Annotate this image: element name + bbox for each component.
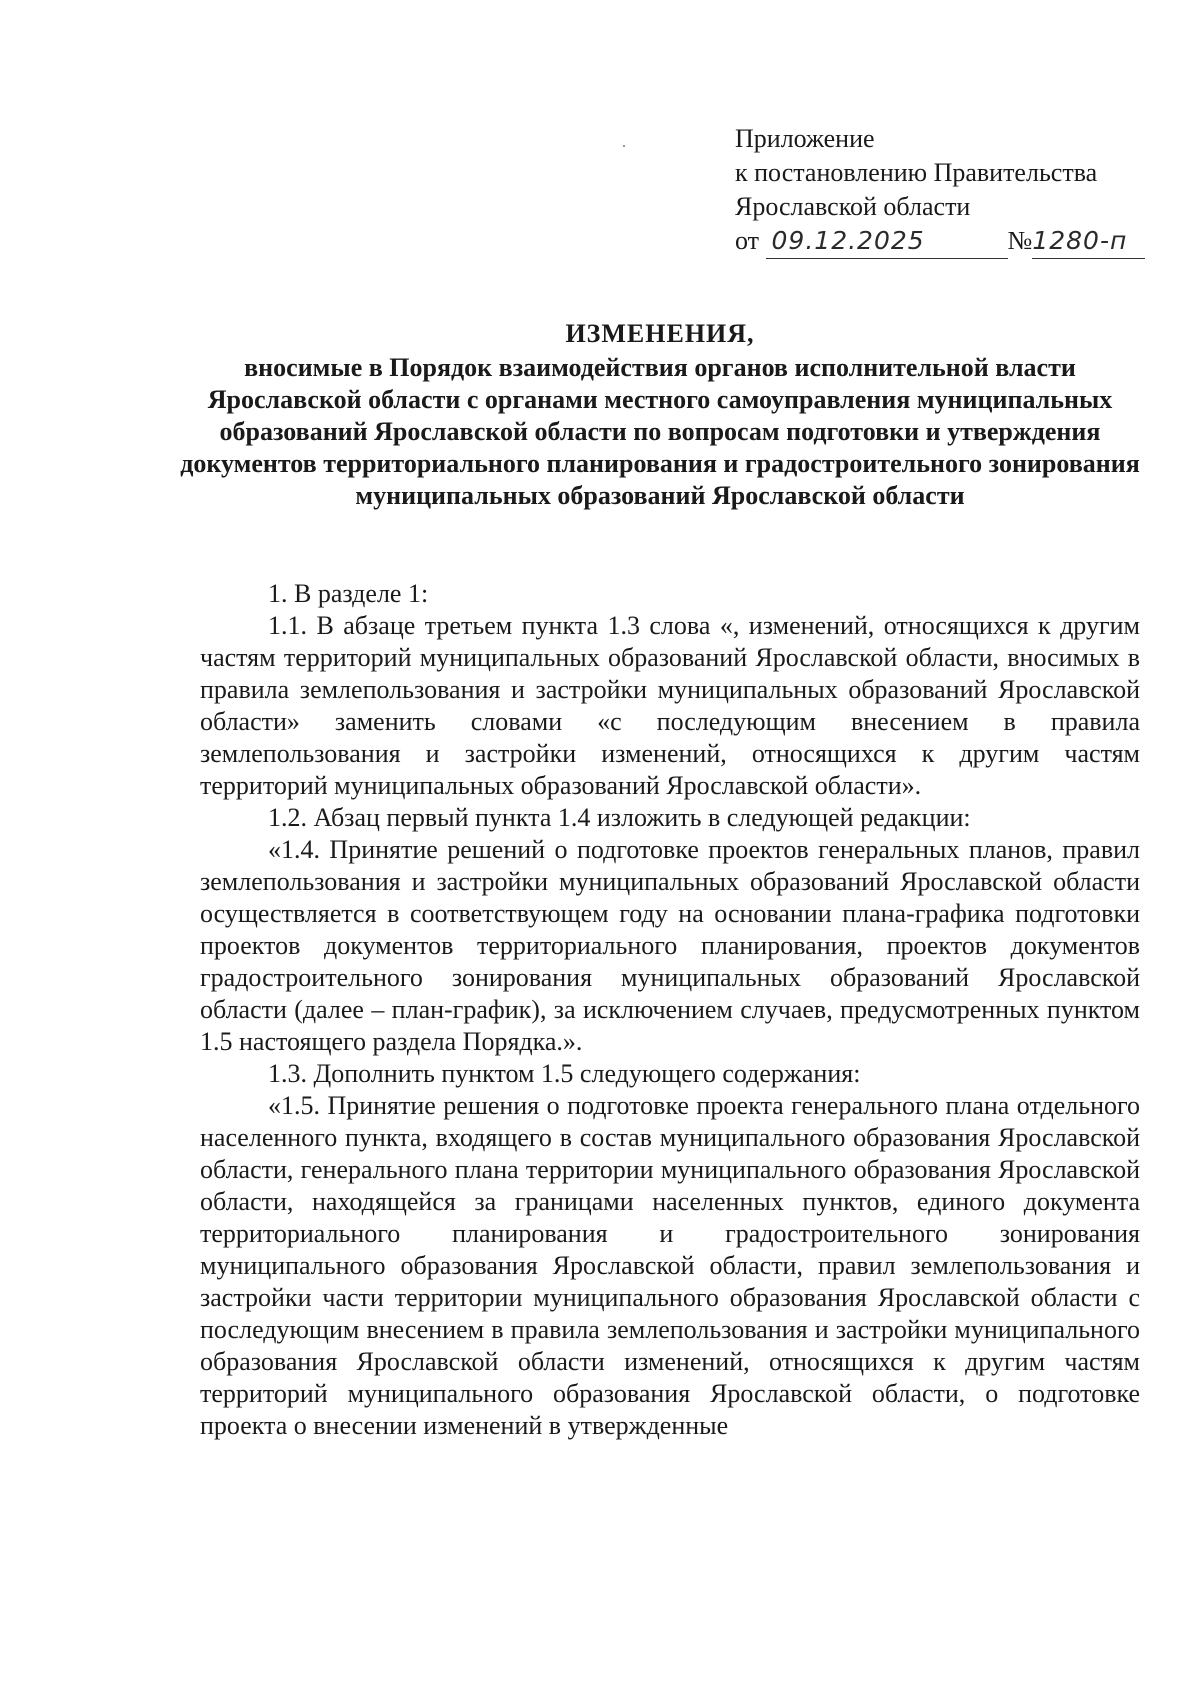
appendix-block	[735, 122, 1145, 259]
paragraph-1-5-quote: «1.5. Принятие решения о подготовке проекта генерального плана отдельного населенного пункта, входящего в состав муниципального образования Ярославской области, генерального плана территории муниципального образования Ярославской области, находящейся за границами населенных пунктов, единого документа территориального планирования и градостроительного зонирования муниципального образования Ярославской области, правил землепользования и застройки части территории муниципального образования Ярославской области с последующим внесением в правила землепользования и застройки муниципального образования Ярославской области изменений, относящихся к другим частям территорий муниципального образования Ярославской области, о подготовке проекта о внесении изменений в утвержденные	[200, 1091, 1140, 1440]
appendix-label: Приложение	[735, 124, 875, 153]
appendix-date-number-line	[735, 224, 1145, 259]
appendix-region: Ярославской области	[735, 192, 971, 221]
title-heading: ИЗМЕНЕНИЯ,	[565, 319, 755, 348]
document-body	[200, 578, 1140, 1442]
paragraph-section-1: 1. В разделе 1:	[268, 579, 429, 608]
date-prefix: от	[735, 226, 760, 255]
handwritten-date: 09.12.2025	[766, 224, 1008, 259]
paragraph-1-2: 1.2. Абзац первый пункта 1.4 изложить в следующей редакции:	[268, 803, 971, 832]
paragraph-1-1: 1.1. В абзаце третьем пункта 1.3 слова «, изменений, относящихся к другим частям территорий муниципальных образований Ярославской области, вносимых в правила землепользования и застройки муниципальных образований Ярославской области» заменить словами «с последующим внесением в правила землепользования и застройки изменений, относящихся к другим частям территорий муниципальных образований Ярославской области».	[200, 611, 1140, 800]
paragraph-1-3: 1.3. Дополнить пунктом 1.5 следующего содержания:	[268, 1059, 861, 1088]
paragraph-1-4-quote: «1.4. Принятие решений о подготовке проектов генеральных планов, правил землепользования и застройки муниципальных образований Ярославской области осуществляется в соответствующем году на основании плана-графика подготовки проектов документов территориального планирования, проектов документов градостроительного зонирования муниципальных образований Ярославской области (далее – план-график), за исключением случаев, предусмотренных пунктом 1.5 настоящего раздела Порядка.».	[200, 835, 1140, 1056]
handwritten-number: 1280-п	[1032, 224, 1145, 259]
document-title	[180, 318, 1140, 512]
title-subtitle: вносимые в Порядок взаимодействия органов исполнительной власти Ярославской области с органами местного самоуправления муниципальных образований Ярославской области по вопросам подготовки и утверждения документов территориального планирования и градостроительного зонирования муниципальных образований Ярославской области	[180, 353, 1140, 510]
number-prefix: №	[1007, 226, 1033, 255]
scan-speck	[623, 145, 625, 147]
appendix-resolution-ref: к постановлению Правительства	[735, 158, 1098, 187]
